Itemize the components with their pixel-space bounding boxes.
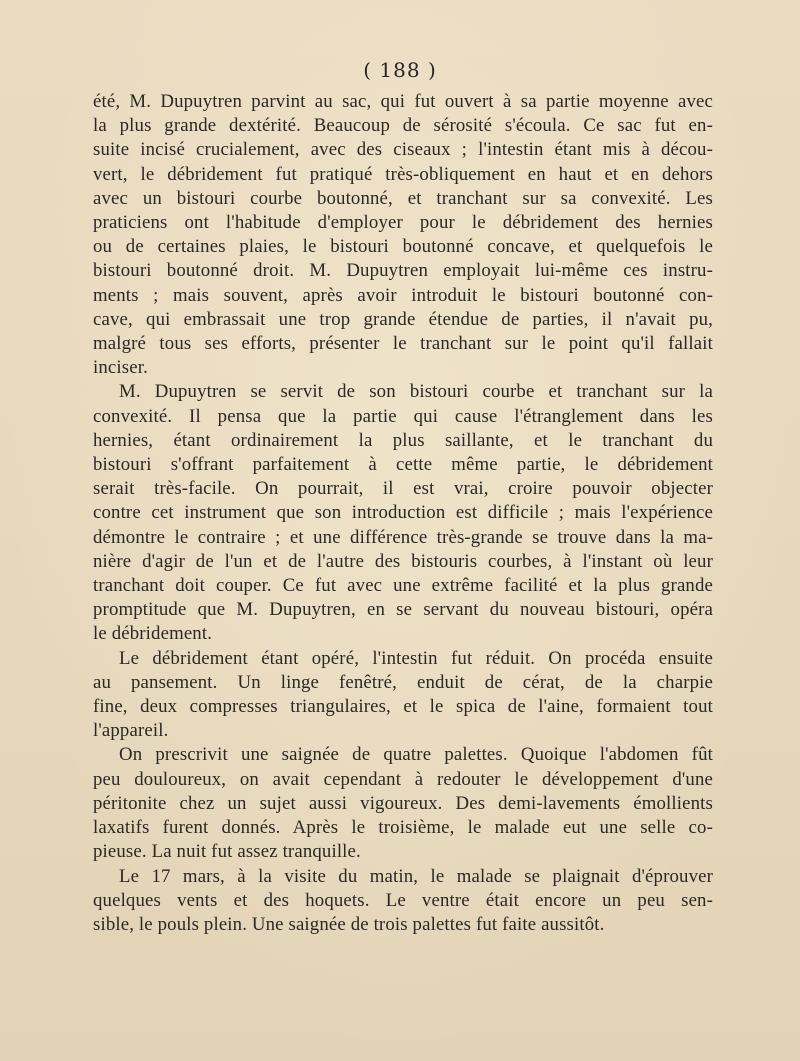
text-line: laxatifs furent donnés. Après le troisième, le malade eut une selle co- [93, 817, 713, 839]
text-line: péritonite chez un sujet aussi vigoureux. Des demi-lavements émollients [93, 792, 713, 814]
page-number: ( 188 ) [363, 58, 437, 82]
paragraph-2 [93, 380, 713, 646]
paragraph-3 [93, 647, 713, 744]
text-line: l'appareil. [93, 720, 169, 742]
text-line: quelques vents et des hoquets. Le ventre était encore un peu sen- [93, 889, 713, 911]
body-text [93, 90, 713, 937]
text-line: On prescrivit une saignée de quatre palettes. Quoique l'abdomen fût [119, 744, 713, 766]
text-line: suite incisé crucialement, avec des ciseaux ; l'intestin étant mis à décou- [93, 139, 713, 161]
text-line: promptitude que M. Dupuytren, en se servant du nouveau bistouri, opéra [93, 599, 713, 621]
text-line: contre cet instrument que son introduction est difficile ; mais l'expérience [93, 502, 713, 524]
text-line: avec un bistouri courbe boutonné, et tranchant sur sa convexité. Les [93, 187, 713, 209]
text-line: peu douloureux, on avait cependant à redouter le développement d'une [93, 768, 713, 790]
text-line: fine, deux compresses triangulaires, et le spica de l'aine, formaient tout [93, 696, 713, 718]
text-line: convexité. Il pensa que la partie qui cause l'étranglement dans les [93, 405, 713, 427]
text-line: nière d'agir de l'un et de l'autre des bistouris courbes, à l'instant où leur [93, 550, 713, 572]
text-line: praticiens ont l'habitude d'employer pour le débridement des hernies [93, 212, 713, 234]
paragraph-5 [93, 865, 713, 938]
text-line: ou de certaines plaies, le bistouri boutonné concave, et quelquefois le [93, 236, 713, 258]
text-line: cave, qui embrassait une trop grande étendue de parties, il n'avait pu, [93, 308, 713, 330]
paragraph-4 [93, 743, 713, 864]
text-line: le débridement. [93, 623, 213, 645]
text-line: vert, le débridement fut pratiqué très-obliquement en haut et en dehors [93, 163, 713, 185]
text-line: inciser. [93, 357, 148, 379]
text-line: ments ; mais souvent, après avoir introduit le bistouri boutonné con- [93, 284, 713, 306]
paragraph-1 [93, 90, 713, 380]
text-line: malgré tous ses efforts, présenter le tranchant sur le point qu'il fallait [93, 333, 713, 355]
text-line: au pansement. Un linge fenêtré, enduit de cérat, de la charpie [93, 671, 713, 693]
text-line: serait très-facile. On pourrait, il est vrai, croire pouvoir objecter [93, 478, 713, 500]
text-line: M. Dupuytren se servit de son bistouri courbe et tranchant sur la [119, 381, 713, 403]
text-line: hernies, étant ordinairement la plus saillante, et le tranchant du [93, 429, 713, 451]
text-line: Le 17 mars, à la visite du matin, le malade se plaignait d'éprouver [119, 865, 713, 887]
text-line: tranchant doit couper. Ce fut avec une extrême facilité et la plus grande [93, 575, 713, 597]
text-line: la plus grande dextérité. Beaucoup de sérosité s'écoula. Ce sac fut en- [93, 115, 713, 137]
text-line: bistouri boutonné droit. M. Dupuytren employait lui-même ces instru- [93, 260, 713, 282]
text-line: pieuse. La nuit fut assez tranquille. [93, 841, 361, 863]
text-line: été, M. Dupuytren parvint au sac, qui fut ouvert à sa partie moyenne avec [93, 91, 713, 112]
text-line: Le débridement étant opéré, l'intestin fut réduit. On procéda ensuite [119, 647, 713, 669]
text-line: bistouri s'offrant parfaitement à cette même partie, le débridement [93, 454, 713, 476]
text-line: démontre le contraire ; et une différence très-grande se trouve dans la ma- [93, 526, 713, 548]
text-line: sible, le pouls plein. Une saignée de trois palettes fut faite aussitôt. [93, 913, 605, 935]
